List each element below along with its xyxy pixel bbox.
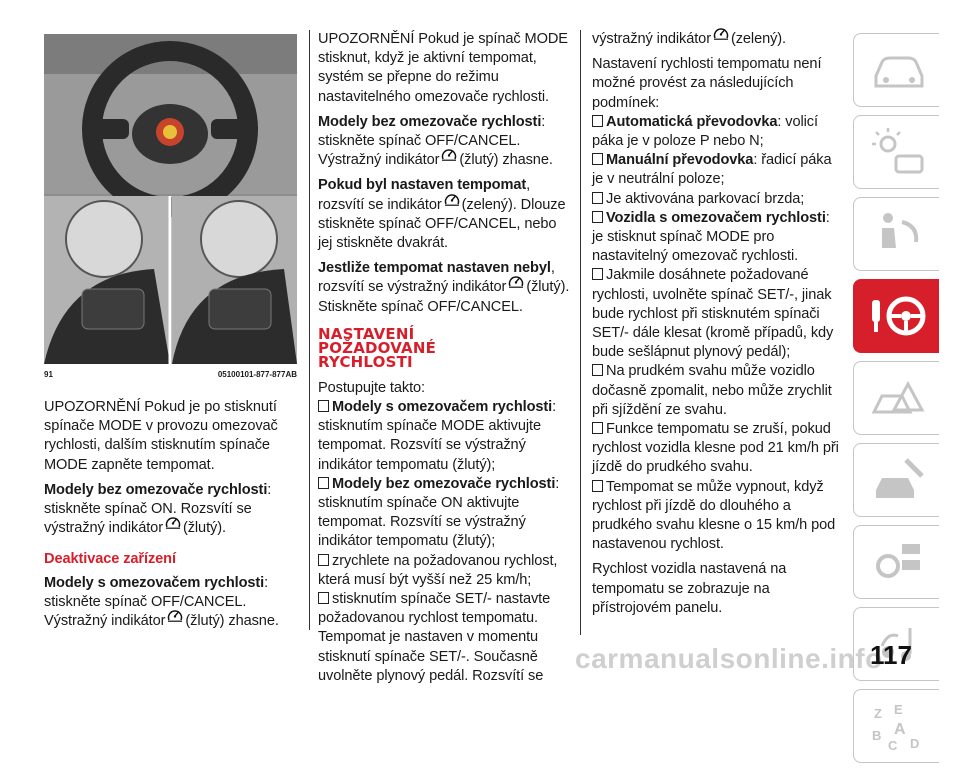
paragraph [318,113,574,171]
list-item [592,266,842,362]
paragraph [44,574,299,632]
list-item [592,151,842,189]
text: výstražný indikátor [592,31,711,47]
svg-text:Z: Z [874,706,882,721]
checkbox-bullet-icon [592,192,603,204]
list-item [592,190,842,209]
paragraph [44,398,299,475]
cruise-control-lamp-icon [165,516,181,529]
svg-text:B: B [872,728,882,743]
dashboard-light-icon [868,126,928,178]
text: (zelený). [730,31,787,47]
text: stisknutím spínače SET/- nastavte požadovanou rychlost tempomatu. Tempomat je nastaven v momentu stisknutí spínače SET/-. Současně uvolněte plynový pedál. Rozsvítí se [318,591,551,684]
text: zrychlete na požadovanou rychlost, která musí být vyšší než 25 km/h; [318,552,558,588]
checkbox-bullet-icon [318,592,329,604]
checkbox-bullet-icon [592,480,603,492]
breakdown-warning-icon [868,372,928,424]
bold-text: Manuální převodovka [606,152,754,169]
bold-text: Vozidla s omezovačem rychlosti [606,209,826,226]
text: , rozsvítí se indikátor [318,177,531,213]
index-letters-icon [868,700,928,752]
text: Funkce tempomatu se zruší, pokud rychlost vozidla klesne pod 21 km/h při jízdě do prudkého svahu. [592,421,839,476]
text: , rozsvítí se výstražný indikátor [318,260,555,296]
paragraph [318,176,574,253]
svg-text:C: C [888,738,898,752]
list-item [592,113,842,151]
checkbox-bullet-icon [318,477,329,489]
paragraph [44,481,299,539]
tab-starting-driving[interactable] [853,279,939,353]
tab-maintenance[interactable] [853,443,939,517]
paragraph [318,30,574,107]
figure-code: 05100101-877-877AB [217,370,297,379]
bold-text: Modely s omezovačem rychlosti [332,399,553,416]
text: : je stisknut spínač MODE pro nastavitelný omezovač rychlosti. [592,209,830,265]
checkbox-bullet-icon [592,364,603,376]
list-item [318,475,574,552]
text: : řadicí páka je v neutrální poloze; [592,152,832,188]
cruise-control-lamp-icon [441,148,457,161]
paragraph [318,259,574,317]
svg-text:E: E [894,702,903,717]
bold-text: Pokud byl nastaven tempomat [318,177,527,194]
checkbox-bullet-icon [592,268,603,280]
text: : stisknutím spínače ON aktivujte tempomat. Rozsvítí se výstražný indikátor tempomatu (žlutý); [318,475,560,550]
paragraph: Nastavení rychlosti tempomatu není možné provést za následujících podmínek: [592,56,822,111]
text: : stiskněte spínač ON. Rozsvítí se výstražný indikátor [44,481,272,537]
page-number: 117 [870,640,912,670]
checkbox-bullet-icon [318,554,329,566]
text: : volicí páka je v poloze P nebo N; [592,113,818,150]
list-item [592,209,842,267]
paragraph [592,30,842,49]
bold-text: Modely bez omezovače rychlosti [332,475,556,492]
figure-caption [44,370,297,379]
text: : stiskněte spínač OFF/CANCEL. Výstražný indikátor [318,113,546,169]
text: (žlutý) zhasne. [459,152,553,169]
bold-text: Jestliže tempomat nastaven nebyl [318,260,551,277]
checkbox-bullet-icon [592,153,603,165]
paragraph: Rychlost vozidla nastavená na tempomatu se zobrazuje na přístrojovém panelu. [592,561,787,616]
list-item [592,420,842,478]
column-1 [44,398,299,637]
text: (žlutý). Stiskněte spínač OFF/CANCEL. [318,279,570,315]
column-3 [592,30,842,624]
text: : stiskněte spínač OFF/CANCEL. Výstražný indikátor [44,574,269,630]
watermark: carmanualsonline.info [575,643,883,674]
tab-index[interactable] [853,689,939,763]
text: Na prudkém svahu může vozidlo dočasně zpomalit, nebo může zrychlit při sjíždění ze svahu. [592,363,832,418]
tab-safety[interactable] [853,197,939,271]
text: Jakmile dosáhnete požadované rychlosti, uvolněte spínač SET/-, jinak bude rychlost při stisknutém spínači SET/- dále klesat (kromě případů, kdy bude sešlápnut plynový pedál); [592,267,834,361]
list-item [318,398,574,475]
checkbox-bullet-icon [592,422,603,434]
svg-text:D: D [910,736,920,751]
bold-text: Modely s omezovačem rychlosti [44,574,265,591]
tab-dashboard[interactable] [853,115,939,189]
svg-text:A: A [894,721,906,738]
text: : stisknutím spínače MODE aktivujte tempomat. Rozsvítí se výstražný indikátor tempomatu (žlutý); [318,399,557,473]
cruise-control-lamp-icon [444,193,460,206]
wrench-car-icon [868,454,928,506]
cruise-control-lamp-icon [713,27,729,40]
text: (zelený). Dlouze stiskněte spínač OFF/CANCEL, nebo jej stiskněte dvakrát. [318,196,566,252]
checkbox-bullet-icon [592,211,603,223]
heading-line: NASTAVENÍ [318,324,415,343]
column-2 [318,30,574,686]
checkbox-bullet-icon [318,400,329,412]
list-item [592,478,842,555]
list-item [592,362,842,420]
bold-text: Modely bez omezovače rychlosti [44,481,268,498]
text: UPOZORNĚNÍ Pokud je spínač MODE stisknut, když je aktivní tempomat, systém se přepne do režimu nastavitelného omezovače rychlosti. [318,31,568,105]
tab-vehicle[interactable] [853,33,939,107]
checkbox-bullet-icon [592,115,603,127]
cruise-control-lamp-icon [508,275,524,288]
text: UPOZORNĚNÍ Pokud je po stisknutí spínače MODE v provozu omezovač rychlosti, dalším stisknutím spínače MODE zapněte tempomat. [44,399,278,473]
figure-number: 91 [44,370,53,379]
text: (žlutý) zhasne. [185,613,279,630]
section-heading: Deaktivace zařízení [44,551,176,568]
airbag-person-icon [868,208,928,260]
text: (žlutý). [182,520,226,537]
settings-icon [868,536,928,588]
text: Tempomat se může vypnout, když rychlost při jízdě do dlouhého a prudkého svahu klesne o 15 km/h pod nastavenou rychlost. [592,478,836,553]
paragraph: Postupujte takto: [318,379,426,396]
heading-line: POŽADOVANÉ [318,338,437,357]
tab-emergency[interactable] [853,361,939,435]
list-item [318,590,574,686]
steering-wheel-key-icon [868,290,928,342]
column-divider [309,30,310,630]
column-divider [580,30,581,635]
cruise-control-lamp-icon [167,609,183,622]
steering-wheel-photo [44,34,297,364]
heading-line: RYCHLOSTI [318,352,413,371]
car-icon [868,44,928,96]
tab-technical-data[interactable] [853,525,939,599]
list-item [318,552,574,590]
section-heading [318,324,574,371]
text: Je aktivována parkovací brzda; [606,190,805,207]
bold-text: Modely bez omezovače rychlosti [318,113,542,130]
bold-text: Automatická převodovka [606,113,778,130]
